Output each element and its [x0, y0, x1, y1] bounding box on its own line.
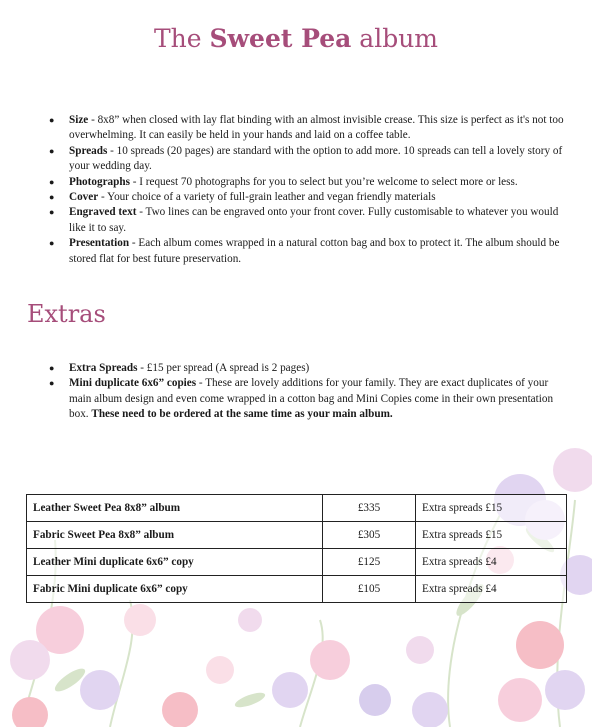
title-prefix: The [153, 24, 210, 53]
extra-spreads-price: Extra spreads £4 [416, 549, 567, 576]
list-item: ● Engraved text - Two lines can be engraved onto your front cover. Fully customisable to whatever you would like it to say. [49, 205, 569, 236]
list-item: ● Extra Spreads - £15 per spread (A spread is 2 pages) [49, 361, 569, 376]
product-name: Fabric Mini duplicate 6x6” copy [27, 576, 323, 603]
list-item: ● Cover - Your choice of a variety of full-grain leather and vegan friendly materials [49, 190, 569, 205]
list-item: ● Photographs - I request 70 photographs for you to select but you’re welcome to select more or less. [49, 175, 569, 190]
product-name: Leather Mini duplicate 6x6” copy [27, 549, 323, 576]
table-row [27, 549, 567, 576]
page-title [0, 24, 592, 53]
product-price: £105 [323, 576, 416, 603]
list-item: ● Presentation - Each album comes wrapped in a natural cotton bag and box to protect it. The album should be stored flat for best future preservation. [49, 236, 569, 267]
list-item: ● Spreads - 10 spreads (20 pages) are standard with the option to add more. 10 spreads can tell a lovely story of your wedding day. [49, 144, 569, 175]
title-suffix: album [351, 24, 439, 53]
product-price: £335 [323, 495, 416, 522]
extras-heading: Extras [27, 300, 106, 328]
extra-spreads-price: Extra spreads £15 [416, 495, 567, 522]
extra-spreads-price: Extra spreads £15 [416, 522, 567, 549]
title-bold: Sweet Pea [209, 24, 352, 53]
table-row [27, 576, 567, 603]
table-row [27, 495, 567, 522]
product-price: £125 [323, 549, 416, 576]
product-name: Leather Sweet Pea 8x8” album [27, 495, 323, 522]
list-item: ● Size - 8x8” when closed with lay flat binding with an almost invisible crease. This size is perfect as it's not too overwhelming. It can easily be held in your hands and laid on a coffee table. [49, 113, 569, 144]
album-features-list [49, 113, 569, 267]
extra-spreads-price: Extra spreads £4 [416, 576, 567, 603]
list-item: ● Mini duplicate 6x6” copies - These are lovely additions for your family. They are exact duplicates of your main album design and even come wrapped in a cotton bag and Mini Copies come in their own presentation box. These need to be ordered at the same time as your main album. [49, 376, 569, 422]
product-price: £305 [323, 522, 416, 549]
price-table [26, 494, 567, 603]
table-row [27, 522, 567, 549]
product-name: Fabric Sweet Pea 8x8” album [27, 522, 323, 549]
extras-list [49, 361, 569, 423]
